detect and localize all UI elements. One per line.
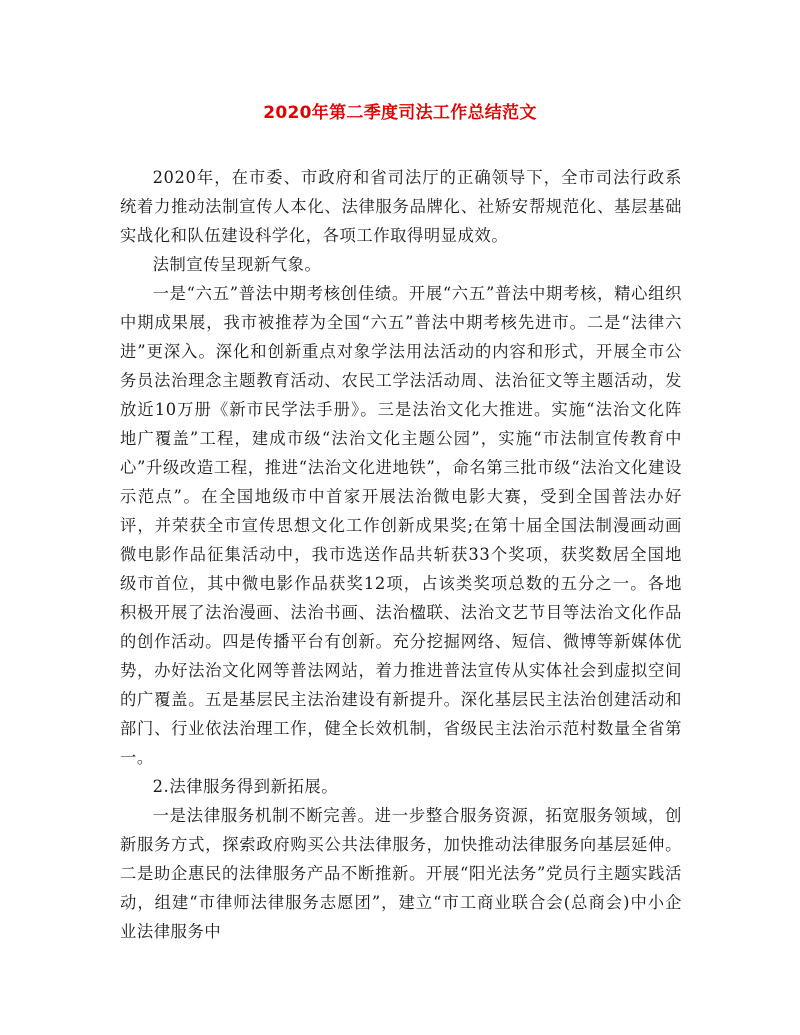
paragraph-intro: 2020年，在市委、市政府和省司法厅的正确领导下，全市司法行政系统着力推动法制宣传人本化、法律服务品牌化、社矫安帮规范化、基层基础实战化和队伍建设科学化，各项工作取得明显成效。 — [120, 168, 682, 245]
section-heading-legal-services: 2.法律服务得到新拓展。 — [152, 777, 339, 796]
section-heading-legal-publicity: 法制宣传呈现新气象。 — [152, 255, 322, 274]
paragraph-legal-services: 一是法律服务机制不断完善。进一步整合服务资源，拓宽服务领域，创新服务方式，探索政府购买公共法律服务，加快推动法律服务向基层延伸。二是助企惠民的法律服务产品不断推新。开展“阳光法务”党员行主题实践活动，组建“市律师法律服务志愿团”，建立“市工商业联合会(总商会)中小企业法律服务中 — [120, 806, 682, 941]
document-title: 2020年第二季度司法工作总结范文 — [263, 103, 537, 123]
paragraph-legal-publicity: 一是“六五”普法中期考核创佳绩。开展“六五”普法中期考核，精心组织中期成果展，我市被推荐为全国“六五”普法中期考核先进市。二是“法律六进”更深入。深化和创新重点对象学法用法活动的内容和形式，开展全市公务员法治理念主题教育活动、农民工学法活动周、法治征文等主题活动，发放近10万册《新市民学法手册》。三是法治文化大推进。实施“法治文化阵地广覆盖”工程，建成市级“法治文化主题公园”，实施“市法制宣传教育中心”升级改造工程，推进“法治文化进地铁”，命名第三批市级“法治文化建设示范点”。在全国地级市中首家开展法治微电影大赛，受到全国普法办好评，并荣获全市宣传思想文化工作创新成果奖;在第十届全国法制漫画动画微电影作品征集活动中，我市选送作品共斩获33个奖项，获奖数居全国地级市首位，其中微电影作品获奖12项，占该类奖项总数的五分之一。各地积极开展了法治漫画、法治书画、法治楹联、法治文艺节目等法治文化作品的创作活动。四是传播平台有创新。充分挖掘网络、短信、微博等新媒体优势，办好法治文化网等普法网站，着力推进普法宣传从实体社会到虚拟空间的广覆盖。五是基层民主法治建设有新提升。深化基层民主法治创建活动和部门、行业依法治理工作，健全长效机制，省级民主法治示范村数量全省第一。 — [120, 284, 682, 767]
document-body — [120, 163, 682, 946]
